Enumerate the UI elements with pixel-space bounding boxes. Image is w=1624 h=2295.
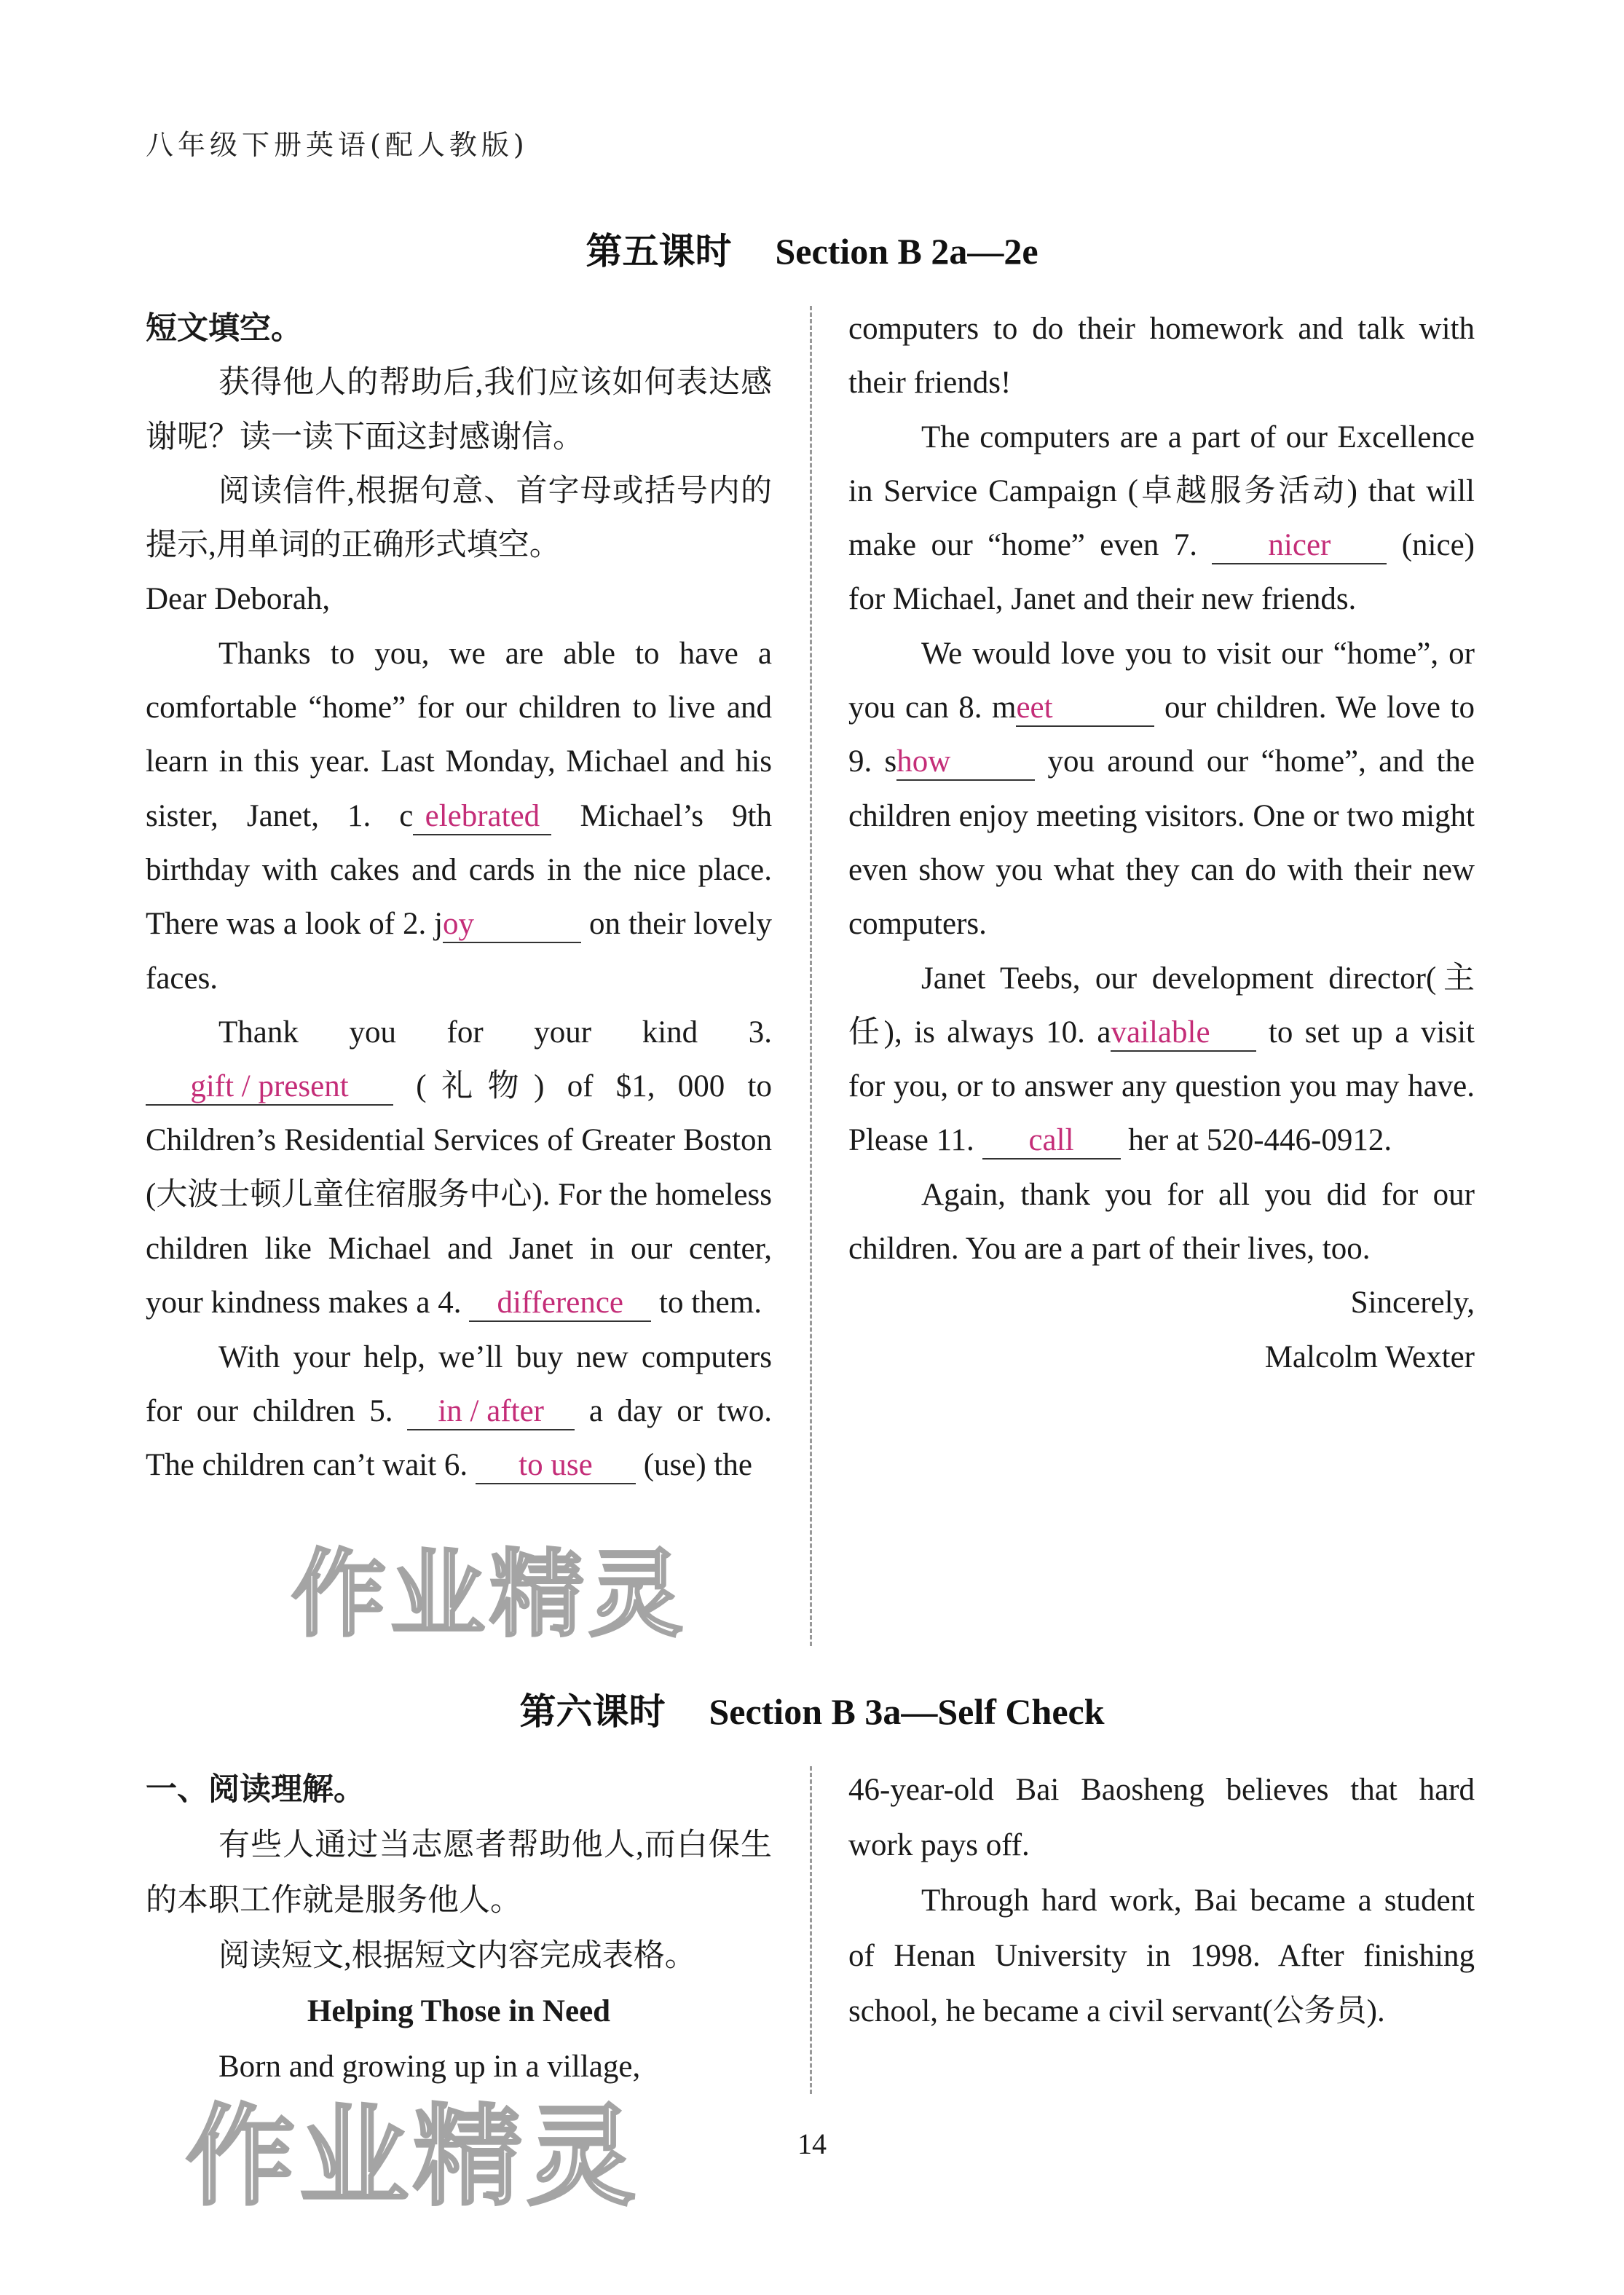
letter-paragraph-1: Thanks to you, we are able to have a comfortable “home” for our children to live and learn in this year. Last Monday, Michael and his sister, Janet, 1. c elebrated Michael’s 9th birthday with cakes and cards in the nice place. There was a look of 2. joy on their lovely faces. xyxy=(146,636,773,996)
passage-paragraph-1: Born and growing up in a village, xyxy=(218,2050,641,2084)
letter-signature: Malcolm Wexter xyxy=(1264,1339,1475,1374)
section6-title-cn: 第六课时 xyxy=(519,1691,666,1732)
watermark-logo: 作业精灵 xyxy=(291,1539,688,1650)
column-divider xyxy=(810,306,812,1646)
section6-title-en: Section B 3a—Self Check xyxy=(709,1691,1105,1732)
section5-right-column xyxy=(848,302,1475,1385)
letter-paragraph-5: We would love you to visit our “home”, or you can 8. meet our children. We love to 9. show you around our “home”, and the children enjoy meeting visitors. One or two might even show you what they can do with their new computers. xyxy=(848,636,1475,942)
section5-title xyxy=(0,222,1624,275)
passage-paragraph-2: Through hard work, Bai became a student of Henan University in 1998. After finishing school, he became a civil servant(公务员). xyxy=(848,1883,1475,2028)
letter-paragraph-7: Again, thank you for all you did for our children. You are a part of their lives, too. xyxy=(848,1177,1475,1267)
section5-title-en: Section B 2a—2e xyxy=(775,231,1038,272)
watermark-logo-bottom: 作业精灵 xyxy=(186,2094,641,2221)
reading-intro-1: 有些人通过当志愿者帮助他人,而白保生的本职工作就是服务他人。 xyxy=(146,1828,772,1918)
letter-paragraph-3: With your help, we’ll buy new computers for our children 5. in / after a day or two. The children can’t wait 6. to use (use) the xyxy=(146,1331,772,1493)
page-header: 八年级下册英语(配人教版) xyxy=(146,129,529,161)
reading-heading: 一、阅读理解。 xyxy=(146,1773,365,1807)
section6-left-column xyxy=(146,1763,772,2095)
letter-paragraph-6: Janet Teebs, our development director(主任), is always 10. available to set up a visit for you, or to answer any question you may have. Please 11. call her at 520-446-0912. xyxy=(848,952,1475,1168)
exercise-heading: 短文填空。 xyxy=(146,312,302,346)
blank-3-answer: gift / present xyxy=(146,1069,393,1106)
blank-6-answer: to use xyxy=(476,1448,636,1484)
blank-1-answer: elebrated xyxy=(413,799,551,835)
letter-paragraph-3-continued: computers to do their homework and talk with their friends! xyxy=(848,312,1475,401)
letter-greeting: Dear Deborah, xyxy=(146,582,331,617)
blank-11-answer: call xyxy=(982,1123,1121,1160)
section6-right-column xyxy=(848,1763,1475,2039)
intro-paragraph-2: 阅读信件,根据句意、首字母或括号内的提示,用单词的正确形式填空。 xyxy=(146,473,772,563)
column-divider-2 xyxy=(810,1766,812,2094)
blank-5-answer: in / after xyxy=(407,1394,575,1430)
letter-closing: Sincerely, xyxy=(1350,1286,1475,1320)
section6-title xyxy=(0,1682,1624,1735)
blank-2-answer: oy xyxy=(443,907,581,943)
passage-paragraph-1-continued: 46-year-old Bai Baosheng believes that hard work pays off. xyxy=(848,1773,1475,1862)
reading-intro-2: 阅读短文,根据短文内容完成表格。 xyxy=(218,1939,696,1973)
section5-title-cn: 第五课时 xyxy=(586,231,732,272)
page-number: 14 xyxy=(797,2127,827,2160)
blank-10-answer: vailable xyxy=(1111,1015,1256,1052)
letter-paragraph-2: Thank you for your kind 3. gift / present (礼物) of $1, 000 to Children’s Residential Services of Greater Boston (大波士顿儿童住宿服务中心). For the homeless children like Michael and Janet in our center, your kindness makes a 4. difference to them. xyxy=(146,1006,772,1331)
intro-paragraph-1: 获得他人的帮助后,我们应该如何表达感谢呢？读一读下面这封感谢信。 xyxy=(146,366,772,454)
blank-8-answer: eet xyxy=(1016,690,1154,727)
blank-9-answer: how xyxy=(896,744,1035,781)
passage-title: Helping Those in Need xyxy=(307,1994,611,2028)
blank-4-answer: difference xyxy=(469,1286,651,1322)
letter-paragraph-4: The computers are a part of our Excellence in Service Campaign (卓越服务活动) that will make our “home” even 7. nicer (nice) for Michael, Janet and their new friends. xyxy=(848,420,1475,617)
blank-7-answer: nicer xyxy=(1212,528,1387,564)
section5-left-column xyxy=(146,302,772,1493)
